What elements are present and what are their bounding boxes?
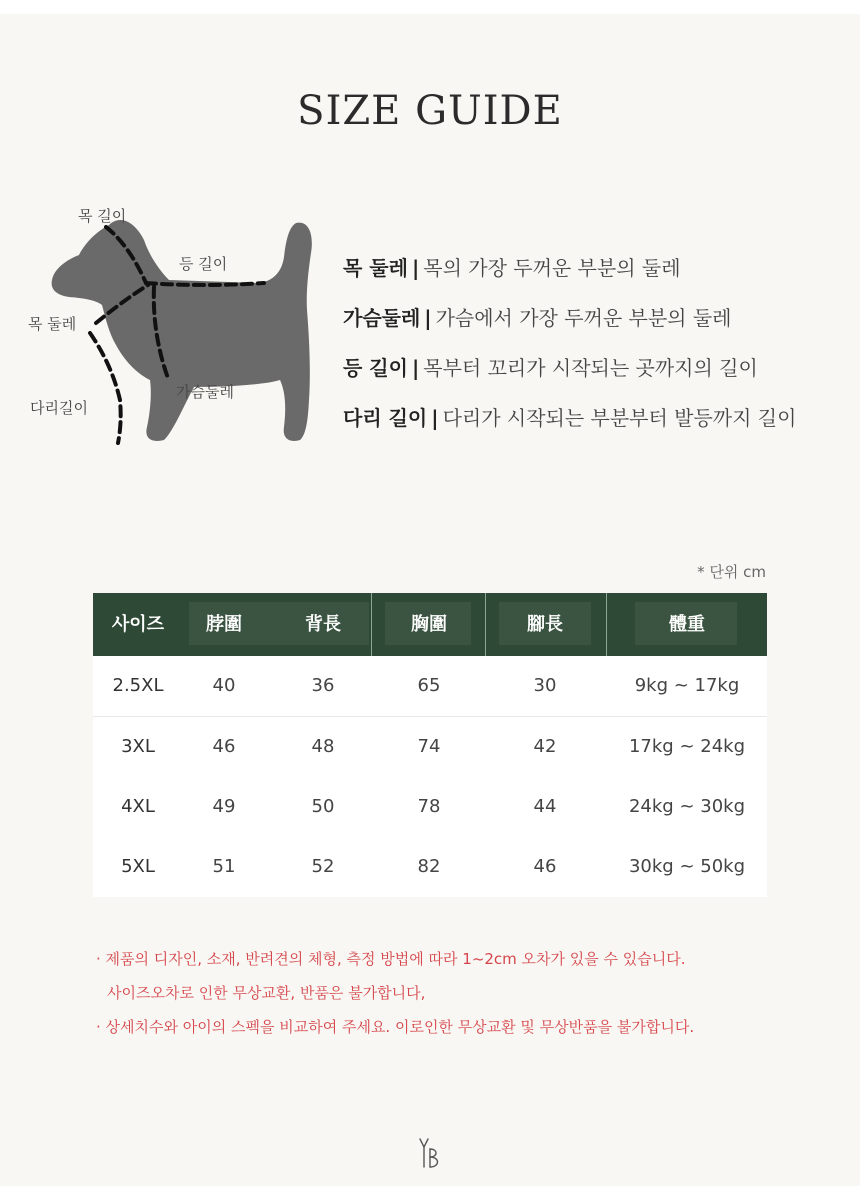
page-title: SIZE GUIDE	[297, 88, 563, 134]
size-table	[93, 593, 767, 897]
dog-measurement-diagram	[24, 195, 344, 455]
definition-term: 다리 길이	[343, 406, 428, 430]
cell-weight: 17kg ~ 24kg	[628, 736, 746, 757]
cell-back: 50	[311, 796, 335, 817]
cell-neck: 51	[212, 856, 236, 877]
cell-chest: 82	[417, 856, 441, 877]
definition-separator: |	[424, 306, 432, 330]
label-leg-length: 다리길이	[30, 399, 88, 417]
cell-chest: 74	[417, 736, 441, 757]
definition-chest-girth	[343, 300, 853, 350]
cell-leg: 42	[533, 736, 557, 757]
note-line: · 상세치수와 아이의 스펙을 비교하여 주세요. 이로인한 무상교환 및 무상반품을 불가합니다.	[96, 1018, 695, 1036]
cell-leg: 30	[533, 675, 557, 696]
cell-weight: 9kg ~ 17kg	[634, 675, 740, 696]
cell-back: 36	[311, 675, 335, 696]
header-chest: 胸圍	[411, 614, 447, 635]
table-row	[93, 777, 767, 837]
cell-size: 4XL	[121, 796, 155, 817]
definition-term: 목 둘레	[343, 256, 408, 280]
definition-desc: 가슴에서 가장 두꺼운 부분의 둘레	[435, 306, 732, 330]
cell-leg: 46	[533, 856, 557, 877]
cell-weight: 24kg ~ 30kg	[628, 796, 746, 817]
definition-desc: 목부터 꼬리가 시작되는 곳까지의 길이	[423, 356, 758, 380]
definition-back-length	[343, 350, 853, 400]
cell-chest: 65	[417, 675, 441, 696]
label-back-length: 등 길이	[179, 255, 228, 273]
top-divider	[0, 0, 860, 14]
definition-separator: |	[411, 356, 420, 380]
header-size: 사이즈	[111, 614, 165, 635]
definition-leg-length	[343, 400, 853, 450]
cell-back: 52	[311, 856, 335, 877]
header-neck: 脖圍	[206, 614, 242, 635]
brand-monogram-icon	[414, 1135, 446, 1171]
definition-neck-girth	[343, 250, 853, 300]
cell-size: 2.5XL	[112, 675, 164, 696]
cell-chest: 78	[417, 796, 441, 817]
definition-separator: |	[431, 406, 439, 430]
notes	[96, 945, 836, 1047]
note-line: 사이즈오차로 인한 무상교환, 반품은 불가합니다,	[107, 984, 426, 1002]
unit-note: * 단위 cm	[697, 563, 766, 581]
cell-size: 3XL	[121, 736, 155, 757]
table-body	[93, 656, 767, 897]
cell-weight: 30kg ~ 50kg	[628, 856, 746, 877]
header-back: 背長	[305, 614, 341, 635]
cell-leg: 44	[533, 796, 557, 817]
header-weight: 體重	[669, 614, 705, 635]
cell-neck: 40	[212, 675, 236, 696]
measurement-definitions	[343, 250, 853, 450]
bottom-divider	[0, 1186, 860, 1200]
label-neck-length: 목 길이	[78, 207, 127, 225]
header-leg: 腳長	[527, 614, 563, 635]
table-row	[93, 656, 767, 717]
label-chest-girth: 가슴둘레	[176, 383, 234, 401]
definition-separator: |	[411, 256, 420, 280]
definition-term: 등 길이	[343, 356, 408, 380]
definition-desc: 목의 가장 두꺼운 부분의 둘레	[423, 256, 681, 280]
label-neck-girth: 목 둘레	[28, 315, 77, 333]
definition-term: 가슴둘레	[343, 306, 421, 330]
note-line: · 제품의 디자인, 소재, 반려견의 체형, 측정 방법에 따라 1~2cm 오차가 있을 수 있습니다.	[96, 950, 686, 968]
cell-neck: 46	[212, 736, 236, 757]
cell-size: 5XL	[121, 856, 155, 877]
table-row	[93, 837, 767, 897]
table-header	[93, 593, 767, 656]
cell-neck: 49	[212, 796, 236, 817]
cell-back: 48	[311, 736, 335, 757]
table-row	[93, 717, 767, 777]
definition-desc: 다리가 시작되는 부분부터 발등까지 길이	[442, 406, 797, 430]
